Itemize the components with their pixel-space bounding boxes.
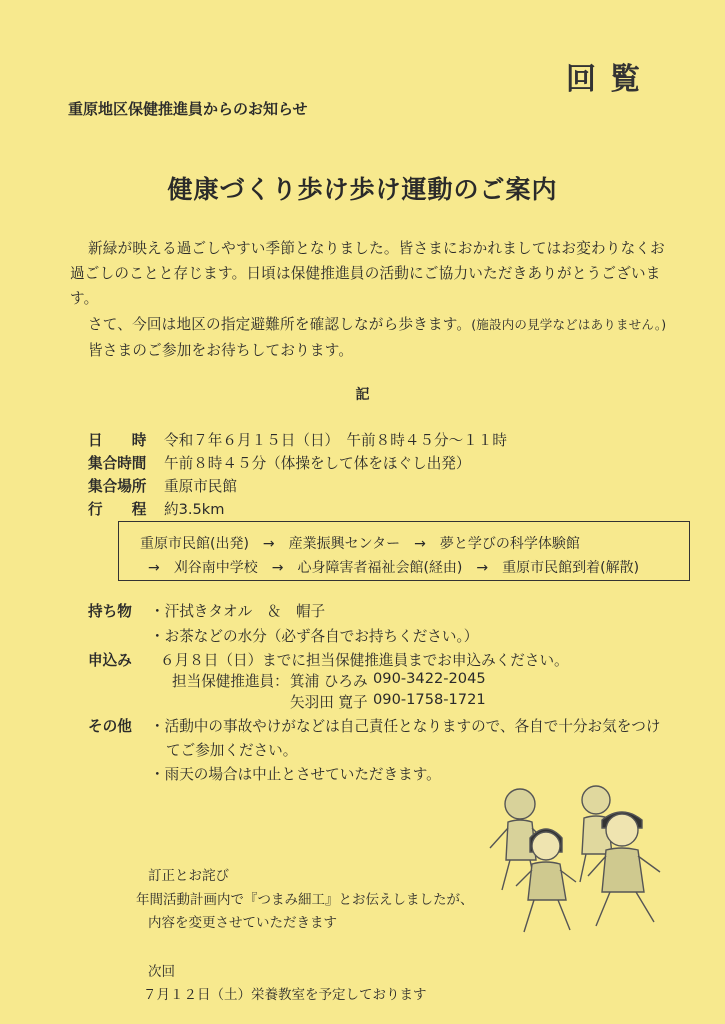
date-value: 令和７年６月１５日（日） 午前８時４５分～１１時: [164, 432, 507, 449]
next-heading: 次回: [148, 964, 175, 980]
other-item-2: ・雨天の場合は中止とさせていただきます。: [150, 766, 441, 783]
bring-label: 持ち物: [88, 603, 132, 620]
intro-line-5: 皆さまのご参加をお待ちしております。: [88, 342, 354, 359]
course-label: 行 程: [88, 501, 147, 518]
intro-line-3: す。: [70, 290, 99, 307]
contact-label: 担当保健推進員：: [172, 673, 289, 690]
contact-1-tel: 090-3422-2045: [373, 670, 486, 687]
contact-2-tel: 090-1758-1721: [373, 691, 486, 708]
course-value: 約3.5km: [164, 501, 225, 518]
intro-line-1: 新緑が映える過ごしやすい季節となりました。皆さまにおかれましてはお変わりなくお: [88, 240, 665, 257]
circulation-mark: 回覧: [566, 62, 654, 97]
intro-line-4-main: さて、今回は地区の指定避難所を確認しながら歩きます。: [88, 316, 472, 333]
intro-line-4-note: (施設内の見学などはありません。): [471, 317, 667, 332]
contact-2-name: 矢羽田 寛子: [290, 694, 368, 711]
ki-heading: 記: [355, 387, 370, 403]
other-item-1-line-2: てご参加ください。: [166, 742, 298, 759]
meet-place-value: 重原市民館: [164, 478, 237, 495]
meet-time-label: 集合時間: [88, 455, 147, 472]
page-title: 健康づくり歩け歩け運動のご案内: [167, 175, 558, 204]
correction-line-1: 年間活動計画内で『つまみ細工』とお伝えしましたが、: [136, 892, 474, 908]
correction-line-2: 内容を変更させていただきます: [148, 915, 337, 931]
intro-line-2: 過ごしのことと存じます。日頃は保健推進員の活動にご協力いただきありがとうございま: [70, 265, 661, 282]
next-text: ７月１２日（土）栄養教室を予定しております: [143, 987, 427, 1003]
route-line-1: 重原市民館(出発) → 産業振興センター → 夢と学びの科学体験館: [140, 536, 580, 552]
route-line-2: → 刈谷南中学校 → 心身障害者福祉会館(経由) → 重原市民館到着(解散): [148, 560, 640, 576]
contact-1-name: 箕浦 ひろみ: [290, 673, 368, 690]
walking-children-illustration: [478, 782, 678, 942]
meet-place-label: 集合場所: [88, 478, 147, 495]
other-item-1-line-1: ・活動中の事故やけがなどは自己責任となりますので、各自で十分お気をつけ: [150, 718, 661, 735]
apply-text: ６月８日（日）までに担当保健推進員までお申込みください。: [160, 652, 569, 669]
sender-line: 重原地区保健推進員からのお知らせ: [68, 100, 308, 118]
intro-line-4: [88, 313, 666, 334]
apply-label: 申込み: [88, 652, 132, 669]
correction-heading: 訂正とお詫び: [148, 868, 229, 884]
bring-item-2: ・お茶などの水分（必ず各自でお持ちください。）: [150, 628, 479, 645]
bring-item-1: ・汗拭きタオル ＆ 帽子: [150, 603, 326, 620]
meet-time-value: 午前８時４５分（体操をして体をほぐし出発）: [164, 455, 471, 472]
date-label: 日 時: [88, 432, 147, 449]
other-label: その他: [88, 718, 132, 735]
